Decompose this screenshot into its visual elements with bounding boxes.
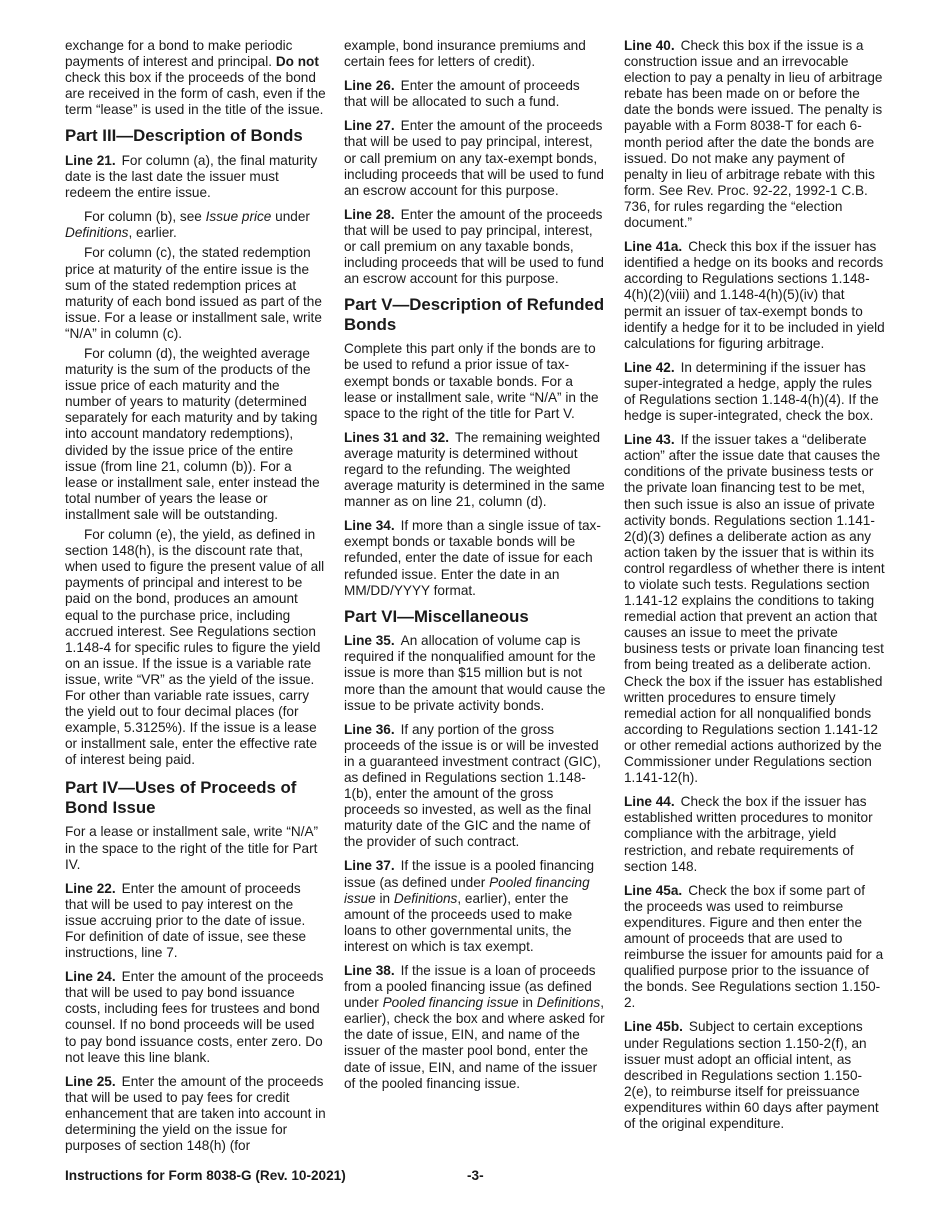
line-41a-label: Line 41a. (624, 239, 683, 255)
line-38-paragraph: Line 38. If the issue is a loan of proceeds from a pooled financing issue (as defined under Pooled financing issue in Definitions, earlier), check the box and where asked for the date of issue, EIN, and name of the issuer of the master pool bond, enter the date of issue, EIN, and name of the issuer of the pooled financing issue. (344, 963, 605, 1091)
line-41a-paragraph: Line 41a. Check this box if the issuer has identified a hedge on its books and records according to Regulations sections 1.148-4(h)(2)(viii) and 1.148-4(h)(5)(iv) that permit an issuer of tax-exempt bonds to identify a hedge for it to be included in yield calculations for figuring arbitrage. (624, 239, 885, 351)
heading-part-6: Part VI—Miscellaneous (344, 606, 529, 626)
line-25-continuation: example, bond insurance premiums and certain fees for letters of credit). (344, 38, 586, 70)
line-37-paragraph: Line 37. If the issue is a pooled financing issue (as defined under Pooled financing issue in Definitions, earlier), enter the amount of the proceeds used to make loans to other governmental units, the interest on which is tax exempt. (344, 858, 595, 954)
line-45a-paragraph: Line 45a. Check the box if some part of the proceeds was used to reimburse expenditures. Figure and then enter the amount of proceeds that are used to reimburse the issuer for amounts paid for a qualified purpose prior to the issuance of the bonds. See Regulations section 1.150-2. (624, 882, 884, 1011)
column-e-paragraph: For column (e), the yield, as defined in section 148(h), is the discount rate that, when used to figure the present value of all payments of principal and interest to be paid on the bond, produces an amount equal to the purchase price, including accrued interest. See Regulations section 1.148-4 for specific rules to figure the yield on an issue. If the issue is a variable rate issue, write “VR” as the yield of the issue. For other than variable rate issues, carry the yield out to four decimal places (for example, 5.3125%). If the issue is a lease or installment sale, enter the effective rate of interest being paid. (65, 527, 325, 768)
page-number: -3- (467, 1168, 484, 1183)
line-37-label: Line 37. (344, 858, 395, 874)
part-4-intro: For a lease or installment sale, write “N/A” in the space to the right of the title for Part IV. (65, 824, 319, 872)
line-40-paragraph: Line 40. Check this box if the issue is a construction issue and an irrevocable election to pay a penalty in lieu of arbitrage rebate has been made on or before the date the bonds were issued. The penalty is payable with a Form 8038-T for each 6-month period after the date the bonds are issued. Do not make any payment of penalty in lieu of arbitrage rebate with this form. See Rev. Proc. 92-22, 1992-1 C.B. 736, for rules regarding the “election document.” (624, 38, 883, 231)
line-36-label: Line 36. (344, 721, 395, 737)
line-36-paragraph: Line 36. If any portion of the gross proceeds of the issue is or will be invested in a guaranteed investment contract (GIC), as defined in Regulations section 1.148-1(b), enter the amount of the gross proceeds so invested, as well as the final maturity date of the GIC and the name of the provider of such contract. (344, 721, 601, 850)
column-d-paragraph: For column (d), the weighted average maturity is the sum of the products of the issue price of each maturity and the number of years to maturity (determined separately for each maturity and by taking into account mandatory redemptions), divided by the issue price of the entire issue (from line 21, column (b)). For a lease or installment sale, enter instead the total number of years the lease or installment sale will be outstanding. (65, 346, 320, 522)
line-21-label: Line 21. (65, 152, 116, 168)
line-22-label: Line 22. (65, 880, 116, 896)
part-5-intro: Complete this part only if the bonds are to be used to refund a prior issue of tax-exempt bonds or taxable bonds. For a lease or installment sale, write “N/A” in the space to the right of the title for Part V. (344, 341, 599, 421)
heading-part-5: Part V—Description of Refunded Bonds (344, 295, 605, 334)
line-25-label: Line 25. (65, 1073, 116, 1089)
heading-part-4: Part IV—Uses of Proceeds of Bond Issue (65, 778, 297, 817)
line-45b-paragraph: Line 45b. Subject to certain exceptions under Regulations section 1.150-2(f), an issuer must adopt an official intent, as described in Regulations section 1.150-2(e), to reimburse itself for preissuance expenditures within 60 days after payment of the original expenditure. (624, 1019, 879, 1131)
footer-form-title: Instructions for Form 8038-G (Rev. 10-2021) (65, 1168, 346, 1183)
paragraph-lease-continuation: exchange for a bond to make periodic payments of interest and principal. Do not check this box if the proceeds of the bond are received in the form of cash, even if the term “lease” is used in the title of the issue. (65, 38, 326, 118)
line-27-label: Line 27. (344, 118, 395, 134)
line-42-paragraph: Line 42. In determining if the issuer has super-integrated a hedge, apply the rules of Regulations section 1.148-4(h)(4). If the hedge is super-integrated, check the box. (624, 359, 879, 424)
line-43-paragraph: Line 43. If the issuer takes a “deliberate action” after the issue date that causes the conditions of the private business tests or the private loan financing test to be met, then such issue is also an issue of private activity bonds. Regulations section 1.141-2(d)(3) defines a deliberate action as any action taken by the issuer that is within its control regardless of whether there is intent to violate such tests. Regulations section 1.141-12 explains the conditions to taking remedial action that prevent an action that causes an issue to meet the private business tests or private loan financing test from being treated as a deliberate action. Check the box if the issuer has established written procedures to ensure timely remedial action for all nonqualified bonds according to Regulations section 1.141-12 or other remedial actions authorized by the Commissioner under Regulations section 1.141-12(h). (624, 432, 885, 786)
line-22-paragraph: Line 22. Enter the amount of proceeds that will be used to pay interest on the issue accruing prior to the date of issue. For definition of date of issue, see these instructions, line 7. (65, 880, 307, 961)
line-24-label: Line 24. (65, 969, 116, 985)
line-26-label: Line 26. (344, 78, 395, 94)
line-40-label: Line 40. (624, 38, 675, 53)
line-27-paragraph: Line 27. Enter the amount of the proceeds that will be used to pay principal, interest, or call premium on any tax-exempt bonds, including proceeds that will be used to fund an escrow account for this purpose. (344, 118, 604, 198)
lines-31-32-paragraph: Lines 31 and 32. The remaining weighted average maturity is determined without regard to the refunding. The weighted average maturity is determined in the same manner as on line 21, column (d). (344, 429, 605, 510)
column-2 (344, 38, 606, 1100)
line-45a-label: Line 45a. (624, 882, 683, 898)
lines-31-32-label: Lines 31 and 32. (344, 429, 450, 445)
line-43-label: Line 43. (624, 432, 675, 448)
line-28-label: Line 28. (344, 206, 395, 222)
line-26-paragraph: Line 26. Enter the amount of proceeds that will be allocated to such a fund. (344, 78, 580, 110)
line-42-label: Line 42. (624, 359, 675, 375)
line-25-paragraph: Line 25. Enter the amount of the proceeds that will be used to pay fees for credit enhancement that are taken into account in determining the yield on the issue for purposes of section 148(h) (for (65, 1073, 326, 1154)
line-44-label: Line 44. (624, 794, 675, 810)
line-34-paragraph: Line 34. If more than a single issue of tax-exempt bonds or taxable bonds will be refunded, enter the date of issue for each refunded issue. Enter the date in an MM/DD/YYYY format. (344, 518, 601, 598)
column-1 (65, 38, 327, 1162)
line-34-label: Line 34. (344, 518, 395, 534)
line-35-paragraph: Line 35. An allocation of volume cap is required if the nonqualified amount for the issue is more than $15 million but is not more than the amount that would cause the issue to be private activity bonds. (344, 633, 606, 713)
line-24-paragraph: Line 24. Enter the amount of the proceeds that will be used to pay bond issuance costs, including fees for trustees and bond counsel. If no bond proceeds will be used to pay bond issuance costs, enter zero. Do not leave this line blank. (65, 969, 324, 1065)
line-38-label: Line 38. (344, 963, 395, 978)
heading-part-3: Part III—Description of Bonds (65, 126, 303, 146)
column-3 (624, 38, 886, 1140)
line-44-paragraph: Line 44. Check the box if the issuer has established written procedures to monitor compliance with the arbitrage, yield restriction, and rebate requirements of section 148. (624, 794, 873, 874)
line-45b-label: Line 45b. (624, 1019, 683, 1035)
column-b-paragraph: For column (b), see Issue price under Definitions, earlier. (65, 209, 310, 241)
column-c-paragraph: For column (c), the stated redemption price at maturity of the entire issue is the sum of the stated redemption prices at maturity of each bond issued as part of the issue. For a lease or installment sale, write “N/A” in column (c). (65, 245, 322, 341)
line-21-paragraph: Line 21. For column (a), the final maturity date is the last date the issuer must redeem the entire issue. (65, 152, 318, 201)
line-35-label: Line 35. (344, 633, 395, 649)
do-not-emphasis: Do not (275, 54, 319, 70)
line-28-paragraph: Line 28. Enter the amount of the proceeds that will be used to pay principal, interest, or call premium on any taxable bonds, including proceeds that will be used to fund an escrow account for this purpose. (344, 206, 604, 287)
